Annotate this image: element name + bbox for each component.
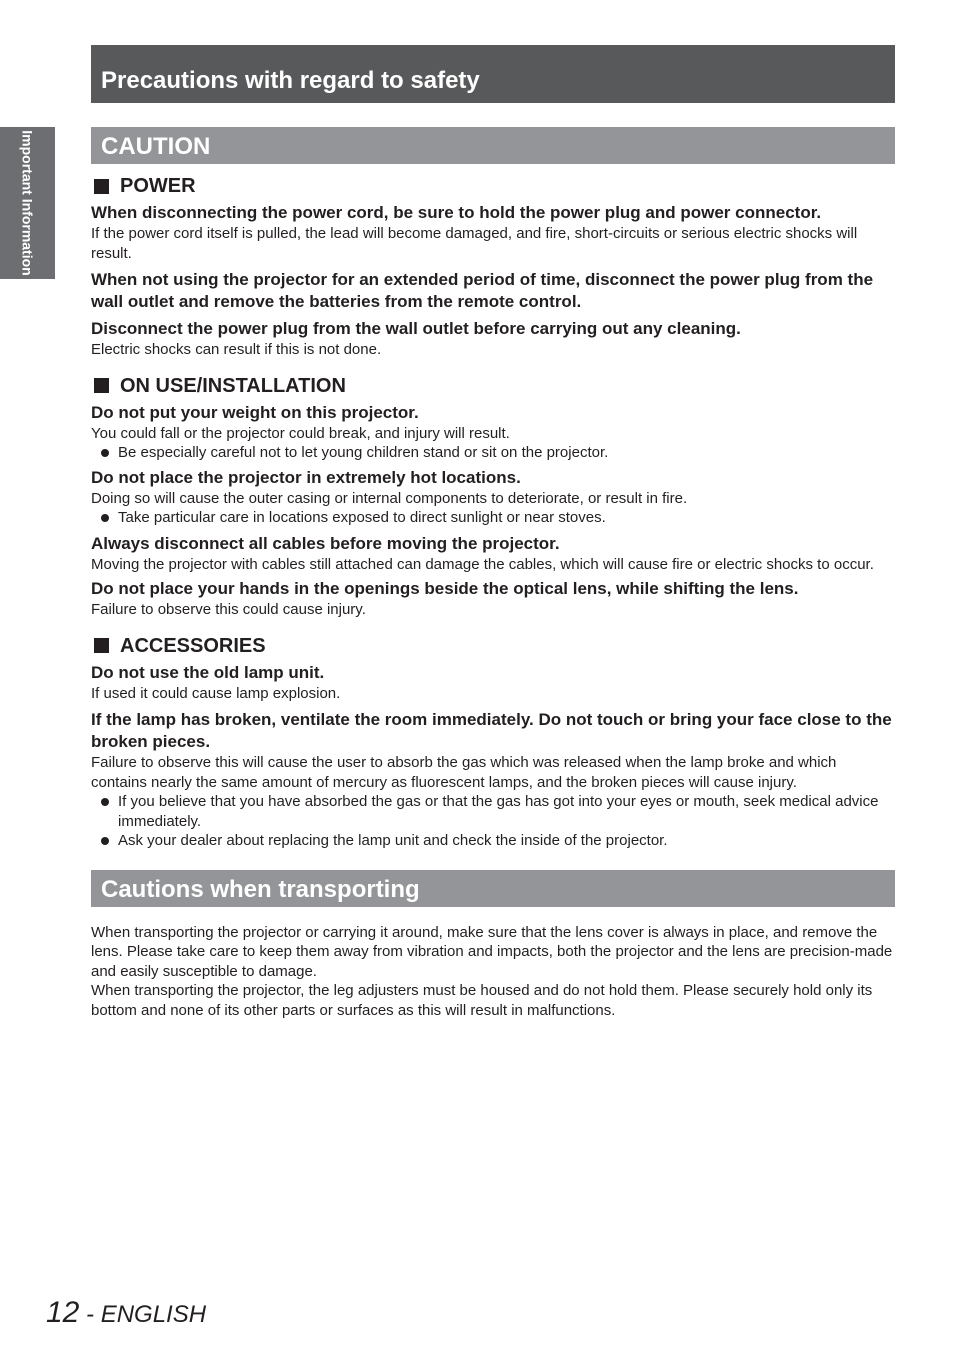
square-bullet-icon [94, 638, 109, 653]
use-item-1-lead: Do not put your weight on this projector. [91, 402, 419, 422]
power-item-3-text: Electric shocks can result if this is not done. [91, 341, 382, 358]
power-item-1-text: If the power cord itself is pulled, the lead will become damaged, and fire, short-circuits or serious electric shocks will result. [91, 225, 858, 262]
use-heading [91, 374, 895, 398]
side-tab-label: Important Information [19, 130, 36, 276]
use-item-3-text: Moving the projector with cables still attached can damage the cables, which will cause fire or electric shocks to occur. [91, 555, 874, 573]
accessories-item-2-bullet-2: Ask your dealer about replacing the lamp unit and check the inside of the projector. [91, 831, 895, 851]
square-bullet-icon [94, 179, 109, 194]
page-footer [46, 1296, 206, 1330]
transport-heading: Cautions when transporting [91, 870, 895, 907]
page-title: Precautions with regard to safety [91, 45, 895, 103]
transport-paragraph-2: When transporting the projector, the leg adjusters must be housed and do not hold them. Please securely hold only its bottom and none of its other parts or surfaces as this will result in malfunctions. [91, 982, 873, 1019]
use-heading-label: ON USE/INSTALLATION [120, 374, 346, 397]
power-item-1-lead: When disconnecting the power cord, be sure to hold the power plug and power connector. [91, 203, 822, 222]
accessories-item-1-lead: Do not use the old lamp unit. [91, 662, 325, 682]
transport-paragraph-1: When transporting the projector or carrying it around, make sure that the lens cover is always in place, and remove the lens. Please take care to keep them away from vibration and impacts, both the projector and the lens are precision-made and easily susceptible to damage. [91, 923, 893, 980]
caution-heading: CAUTION [91, 127, 895, 164]
page-language: - ENGLISH [79, 1301, 207, 1328]
page-number: 12 [46, 1296, 80, 1329]
power-heading-label: POWER [120, 175, 196, 197]
square-bullet-icon [94, 378, 109, 393]
use-item-2-text: Doing so will cause the outer casing or internal components to deteriorate, or result in fire. [91, 489, 688, 507]
accessories-item-2-lead: If the lamp has broken, ventilate the room immediately. Do not touch or bring your face close to the broken pieces. [91, 710, 892, 751]
use-item-4-lead: Do not place your hands in the openings beside the optical lens, while shifting the lens. [91, 579, 799, 598]
power-heading [91, 174, 895, 198]
use-item-1-text: You could fall or the projector could break, and injury will result. [91, 424, 510, 442]
power-item-3-lead: Disconnect the power plug from the wall outlet before carrying out any cleaning. [91, 319, 741, 338]
use-item-4-text: Failure to observe this could cause injury. [91, 601, 366, 618]
accessories-heading [91, 634, 895, 658]
use-item-3-lead: Always disconnect all cables before moving the projector. [91, 533, 560, 553]
accessories-heading-label: ACCESSORIES [120, 634, 266, 657]
use-item-2-bullet: Take particular care in locations exposed to direct sunlight or near stoves. [91, 508, 895, 528]
use-item-1-bullet: Be especially careful not to let young children stand or sit on the projector. [91, 443, 895, 463]
accessories-item-2-text: Failure to observe this will cause the user to absorb the gas which was released when the lamp broke and which contains nearly the same amount of mercury as fluorescent lamps, and the broken pieces will cause injury. [91, 754, 837, 791]
power-item-2-lead: When not using the projector for an extended period of time, disconnect the power plug from the wall outlet and remove the batteries from the remote control. [91, 270, 874, 311]
use-item-2-lead: Do not place the projector in extremely hot locations. [91, 467, 521, 487]
accessories-item-1-text: If used it could cause lamp explosion. [91, 684, 341, 702]
main-content [91, 45, 895, 1020]
accessories-item-2-bullet-1: If you believe that you have absorbed the gas or that the gas has got into your eyes or mouth, seek medical advice immediately. [91, 792, 895, 831]
